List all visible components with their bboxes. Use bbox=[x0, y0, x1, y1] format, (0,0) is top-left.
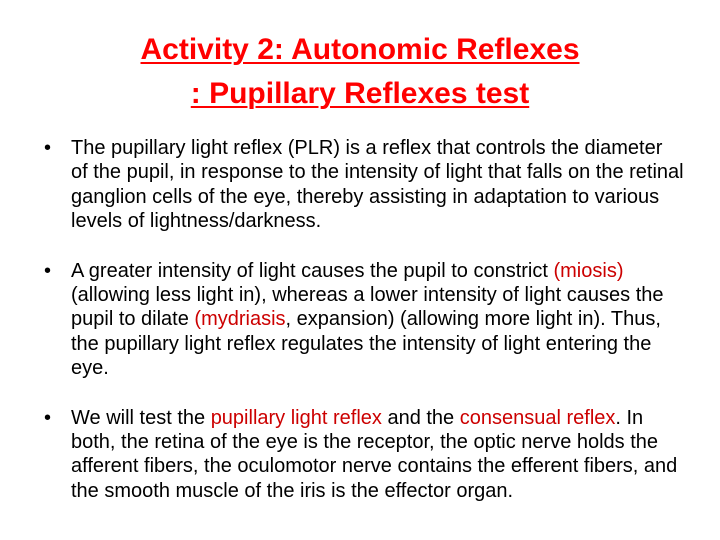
bullet-item-light-intensity bbox=[44, 259, 684, 381]
bullet-text: and the bbox=[381, 406, 460, 429]
bullet-text: . In both, the retina of the eye is the receptor, the optic nerve holds the afferent fibers, the oculomotor nerve contains the efferent fibers, and the smooth muscle of the iris is the effector organ. bbox=[71, 406, 678, 502]
bullet-icon: • bbox=[44, 259, 52, 282]
bullet-item-reflex-test bbox=[44, 406, 684, 504]
bullet-text: We will test the bbox=[71, 406, 211, 429]
term-miosis: (miosis) bbox=[553, 259, 624, 282]
bullet-text: , expansion) (allowing more light in). Thus, the pupillary light reflex regulates the intensity of light entering the eye. bbox=[71, 308, 661, 380]
bullet-text: A greater intensity of light causes the pupil to constrict bbox=[71, 259, 554, 282]
bullet-text: (allowing less light in), whereas a lower intensity of light causes the pupil to dilate bbox=[71, 284, 664, 331]
bullet-icon: • bbox=[44, 406, 52, 429]
term-mydriasis: (mydriasis bbox=[194, 308, 286, 331]
bullet-list bbox=[44, 136, 684, 528]
bullet-icon: • bbox=[44, 137, 52, 159]
term-consensual-reflex: consensual reflex bbox=[459, 406, 616, 429]
bullet-item-plr-definition bbox=[44, 136, 684, 234]
bullet-text: The pupillary light reflex (PLR) is a reflex that controls the diameter of the pupil, in response to the intensity of light that falls on the retinal ganglion cells of the eye, thereby assisting in adaptation to various levels of lightness/darkness. bbox=[71, 137, 684, 233]
title-line-1: Activity 2: Autonomic Reflexes bbox=[140, 33, 580, 66]
title-line-2: : Pupillary Reflexes test bbox=[190, 77, 530, 110]
slide-title bbox=[0, 28, 720, 116]
term-pupillary-light-reflex: pupillary light reflex bbox=[210, 406, 382, 429]
